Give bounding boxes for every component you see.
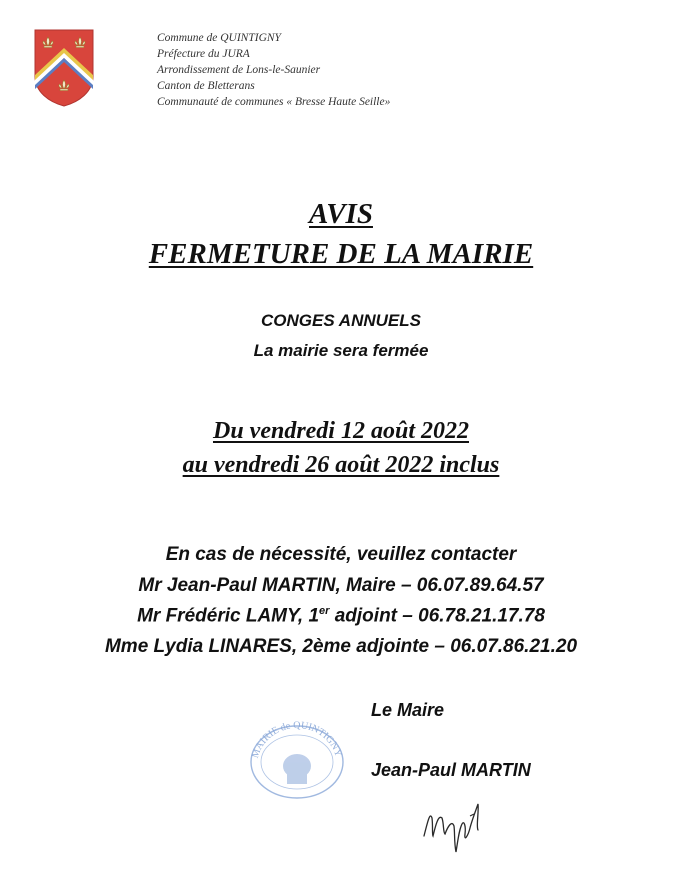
notice-heading: FERMETURE DE LA MAIRIE <box>148 238 534 270</box>
contact-intro: En cas de nécessité, veuillez contacter <box>165 544 517 565</box>
stamp-text: MAIRIE de QUINTIGNY <box>249 719 344 760</box>
contact-second-deputy: Mme Lydia LINARES, 2ème adjointe – 06.07.86.21.20 <box>104 636 578 657</box>
period-end: au vendredi 26 août 2022 inclus <box>182 452 500 478</box>
first-deputy-name: Mr Frédéric LAMY, 1 <box>137 605 320 627</box>
arrondissement-line: Arrondissement de Lons-le-Saunier <box>157 64 321 76</box>
reason-label: CONGES ANNUELS <box>261 311 421 330</box>
handwritten-signature <box>418 790 498 860</box>
ordinal-suffix: er <box>319 605 330 617</box>
canton-line: Canton de Bletterans <box>157 80 255 92</box>
period-start: Du vendredi 12 août 2022 <box>212 418 469 444</box>
coat-of-arms-icon <box>33 28 95 108</box>
closure-statement: La mairie sera fermée <box>253 341 429 360</box>
commune-line: Commune de QUINTIGNY <box>157 32 281 44</box>
commune-header <box>157 30 390 110</box>
community-line: Communauté de communes « Bresse Haute Seille» <box>157 96 391 108</box>
mayor-name: Jean-Paul MARTIN <box>371 760 531 780</box>
svg-text:MAIRIE de QUINTIGNY <box>250 720 344 760</box>
notice-title: AVIS <box>309 198 373 230</box>
prefecture-line: Préfecture du JURA <box>157 48 250 60</box>
first-deputy-rest: adjoint – 06.78.21.17.78 <box>329 605 545 627</box>
contact-first-deputy <box>0 605 682 627</box>
mairie-stamp <box>243 716 351 800</box>
signoff-label: Le Maire <box>371 700 445 720</box>
contact-mayor: Mr Jean-Paul MARTIN, Maire – 06.07.89.64.57 <box>138 575 544 596</box>
